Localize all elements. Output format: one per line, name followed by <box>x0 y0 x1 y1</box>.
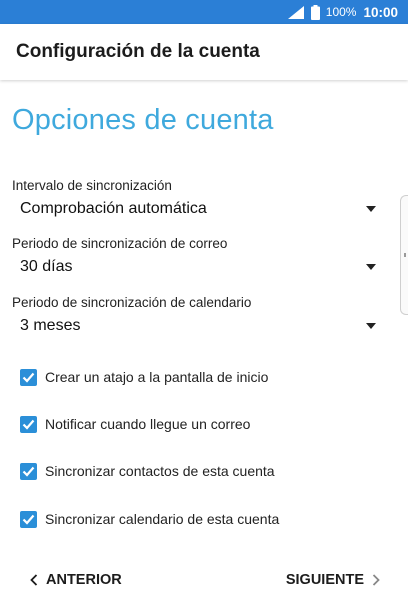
dropdown-arrow-icon <box>366 206 376 212</box>
checkbox-sync-calendar[interactable] <box>20 511 37 528</box>
sync-interval-dropdown[interactable] <box>12 178 384 226</box>
app-bar-title: Configuración de la cuenta <box>16 41 260 62</box>
app-bar <box>0 24 408 80</box>
checkmark-icon <box>22 372 35 383</box>
checkbox-sync-contacts[interactable] <box>20 463 37 480</box>
previous-button-label: ANTERIOR <box>46 572 122 588</box>
signal-icon <box>288 6 304 19</box>
next-button-label: SIGUIENTE <box>285 572 364 588</box>
handle-grip <box>404 253 406 257</box>
page-title: Opciones de cuenta <box>12 104 274 136</box>
clock: 10:00 <box>363 4 398 20</box>
chevron-right-icon <box>372 574 380 586</box>
side-panel-handle[interactable] <box>400 195 408 315</box>
checkmark-icon <box>22 419 35 430</box>
checkbox-row-sync-contacts[interactable] <box>20 459 380 483</box>
next-button[interactable] <box>286 572 380 588</box>
status-bar <box>0 0 408 24</box>
dropdown-arrow-icon <box>366 323 376 329</box>
checkbox-row-sync-calendar[interactable] <box>20 507 380 531</box>
email-sync-period-dropdown[interactable] <box>12 236 384 284</box>
sync-interval-label: Intervalo de sincronización <box>12 178 172 193</box>
checkmark-icon <box>22 514 35 525</box>
sync-interval-value: Comprobación automática <box>20 200 207 217</box>
checkbox-label: Sincronizar contactos de esta cuenta <box>45 463 275 479</box>
checkbox-shortcut[interactable] <box>20 369 37 386</box>
checkmark-icon <box>22 466 35 477</box>
calendar-sync-period-dropdown[interactable] <box>12 295 384 343</box>
email-sync-period-value: 30 días <box>20 258 73 275</box>
checkbox-label: Sincronizar calendario de esta cuenta <box>45 511 280 527</box>
checkbox-notify[interactable] <box>20 416 37 433</box>
checkbox-label: Notificar cuando llegue un correo <box>45 416 251 432</box>
battery-icon <box>311 5 320 20</box>
battery-percent: 100% <box>325 5 357 19</box>
calendar-sync-period-label: Periodo de sincronización de calendario <box>12 295 252 310</box>
checkbox-label: Crear un atajo a la pantalla de inicio <box>45 369 269 385</box>
calendar-sync-period-value: 3 meses <box>20 317 81 334</box>
checkbox-row-shortcut[interactable] <box>20 365 380 389</box>
checkbox-row-notify[interactable] <box>20 412 380 436</box>
previous-button[interactable] <box>30 572 122 588</box>
email-sync-period-label: Periodo de sincronización de correo <box>12 236 228 251</box>
chevron-left-icon <box>30 574 38 586</box>
dropdown-arrow-icon <box>366 264 376 270</box>
